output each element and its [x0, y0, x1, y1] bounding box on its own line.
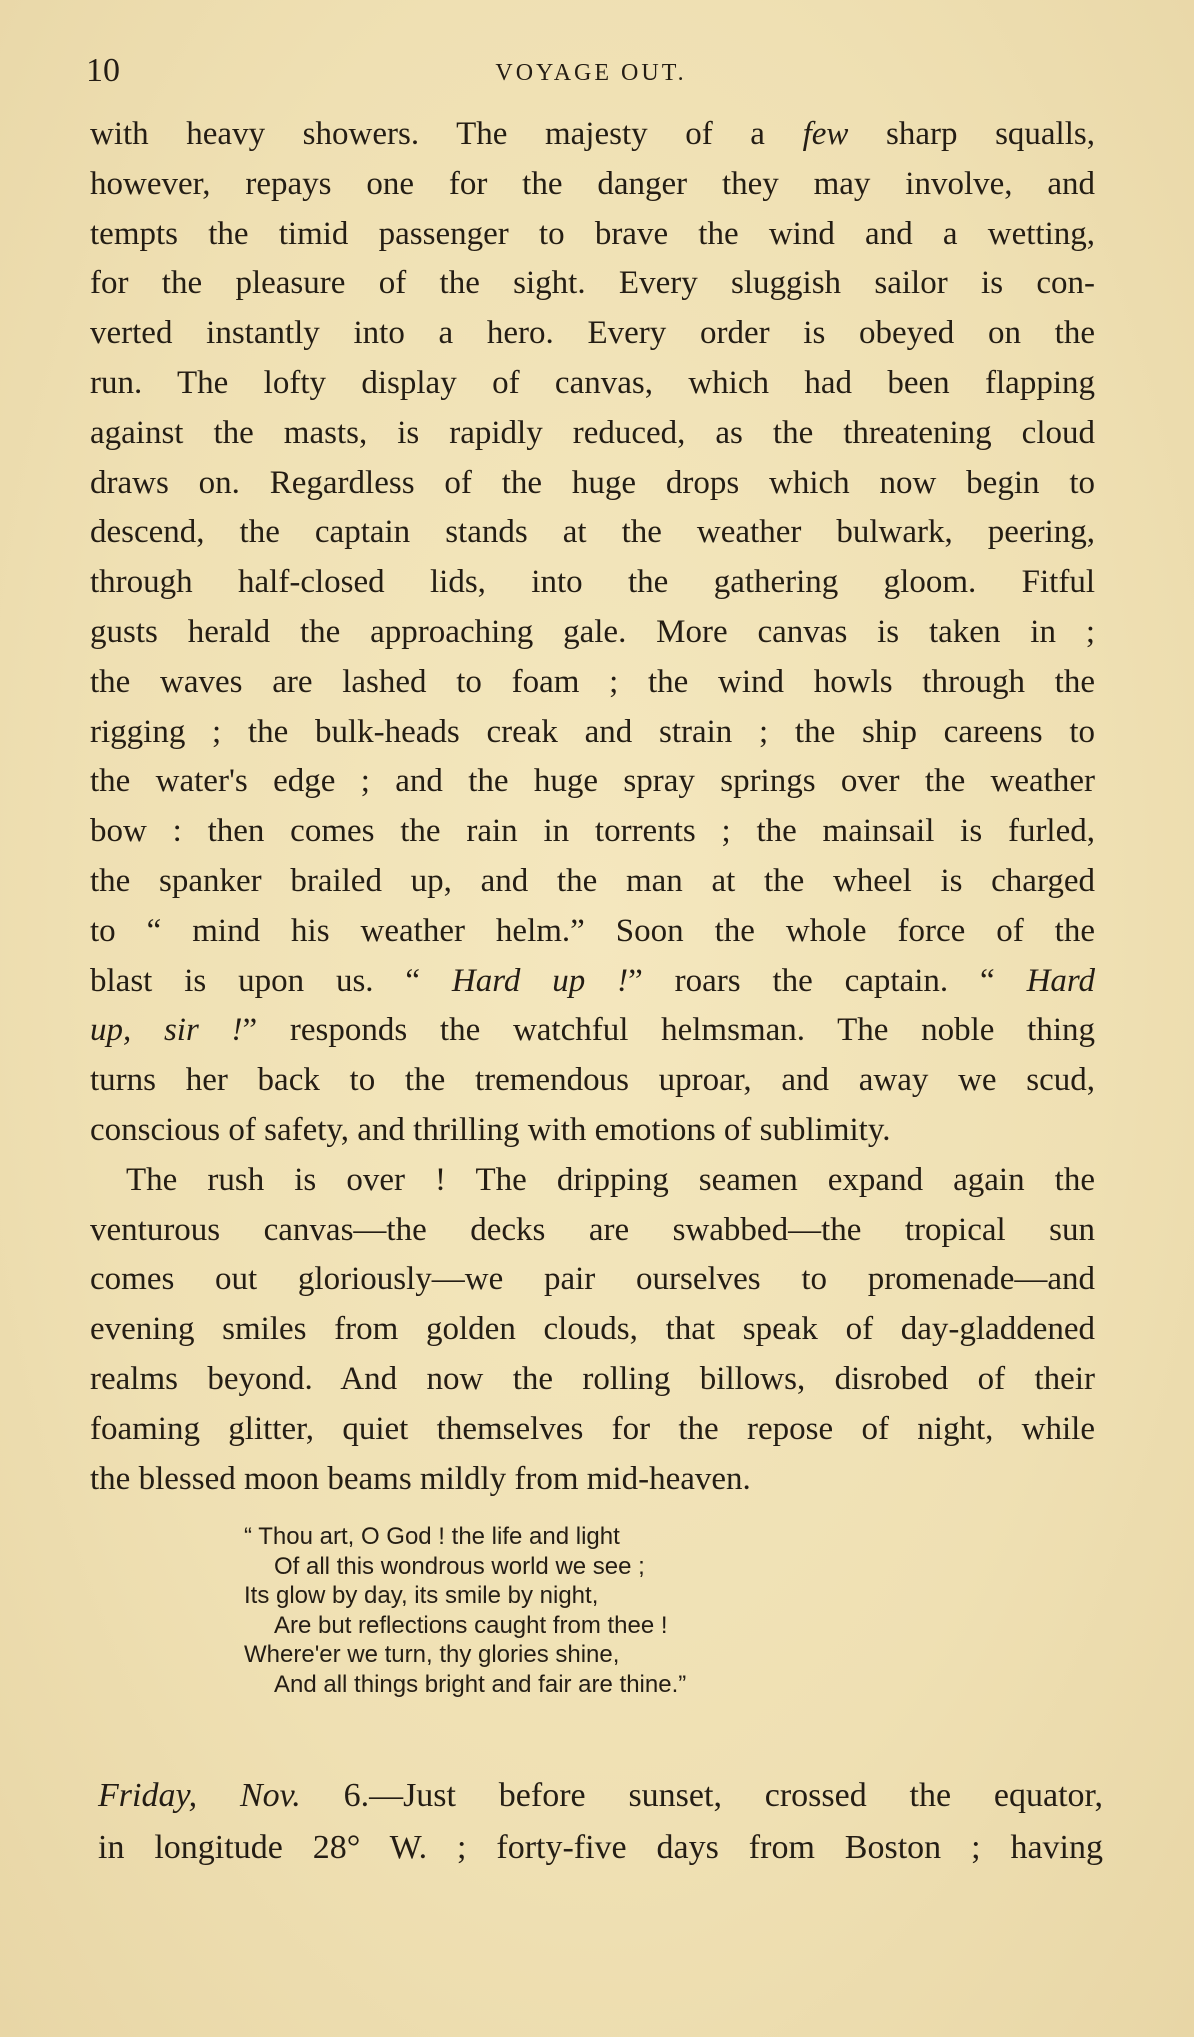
- text-line: [90, 409, 1095, 459]
- page-header: [86, 52, 1096, 92]
- text-span: however, repays one for the danger they may involve, and: [90, 165, 1095, 202]
- text-span: with heavy showers. The majesty of a: [90, 116, 803, 152]
- text-line: [90, 259, 1095, 309]
- text-span: against the masts, is rapidly reduced, as the threatening cloud: [90, 414, 1095, 451]
- text-line: [90, 309, 1095, 359]
- text-line: evening smiles from golden clouds, that speak of day-gladdened: [90, 1311, 1095, 1348]
- text-line: the blessed moon beams mildly from mid-heaven.: [90, 1460, 751, 1497]
- text-line: [90, 110, 1095, 160]
- text-line: [90, 658, 1095, 708]
- text-line: [90, 160, 1095, 210]
- poem-quotation: [244, 1522, 864, 1699]
- text-line: The rush is over ! The dripping seamen expand again the: [126, 1161, 1095, 1198]
- italic-text: up, sir !: [90, 1012, 243, 1049]
- text-line: [90, 508, 1095, 558]
- text-span: bow : then comes the rain in torrents ; the mainsail is furled,: [90, 813, 1095, 850]
- text-line: venturous canvas—the decks are swabbed—the tropical sun: [90, 1211, 1095, 1248]
- text-span: sharp squalls,: [848, 116, 1095, 152]
- text-span: the water's edge ; and the huge spray springs over the weather: [90, 763, 1095, 800]
- poem-line: And all things bright and fair are thine.”: [274, 1670, 687, 1698]
- text-line: [90, 807, 1095, 857]
- poem-line: “ Thou art, O God ! the life and light: [244, 1523, 620, 1550]
- text-line: [90, 359, 1095, 409]
- text-line: [90, 1106, 1095, 1156]
- text-span: ” roars the captain. “: [628, 962, 1027, 999]
- entry-line-1-text: 6.—Just before sunset, crossed the equator,: [300, 1777, 1104, 1814]
- italic-text: Hard up !: [451, 962, 629, 999]
- text-line: comes out gloriously—we pair ourselves to promenade—and: [90, 1261, 1095, 1298]
- text-span: draws on. Regardless of the huge drops which now begin to: [90, 464, 1095, 501]
- body-text: [90, 110, 1095, 1504]
- text-line: [90, 1006, 1095, 1056]
- poem-line: Its glow by day, its smile by night,: [244, 1582, 599, 1609]
- text-line: foaming glitter, quiet themselves for the repose of night, while: [90, 1410, 1095, 1447]
- text-span: gusts herald the approaching gale. More canvas is taken in ;: [90, 613, 1095, 650]
- poem-line: Of all this wondrous world we see ;: [274, 1552, 645, 1580]
- text-line: [90, 757, 1095, 807]
- text-span: turns her back to the tremendous uproar, and away we scud,: [90, 1062, 1095, 1099]
- text-line: [90, 857, 1095, 907]
- text-line: [90, 459, 1095, 509]
- text-span: descend, the captain stands at the weather bulwark, peering,: [90, 514, 1095, 551]
- entry-line-1: [98, 1770, 1103, 1822]
- text-line: [90, 957, 1095, 1007]
- poem-line: Are but reflections caught from thee !: [274, 1611, 668, 1639]
- running-head: VOYAGE OUT.: [495, 60, 687, 86]
- text-line: [90, 907, 1095, 957]
- text-span: the waves are lashed to foam ; the wind howls through the: [90, 663, 1095, 700]
- entry-line-2: in longitude 28° W. ; forty-five days from Boston ; having: [98, 1829, 1103, 1866]
- poem-line: Where'er we turn, thy glories shine,: [244, 1641, 620, 1668]
- text-line: [90, 558, 1095, 608]
- italic-text: Hard: [1026, 962, 1096, 999]
- text-span: conscious of safety, and thrilling with emotions of sublimity.: [90, 1111, 891, 1148]
- entry-day: Friday,: [98, 1777, 198, 1814]
- text-span: the spanker brailed up, and the man at the wheel is charged: [90, 862, 1095, 899]
- paragraph-1: [90, 110, 1095, 1156]
- text-span: through half-closed lids, into the gathering gloom. Fitful: [90, 564, 1095, 601]
- page-number: 10: [86, 52, 120, 89]
- text-span: to “ mind his weather helm.” Soon the whole force of the: [90, 912, 1095, 949]
- journal-entry: [98, 1770, 1103, 1874]
- paragraph-2: [90, 1156, 1095, 1505]
- text-span: rigging ; the bulk-heads creak and strain ; the ship careens to: [90, 713, 1095, 750]
- entry-date: Nov.: [240, 1777, 301, 1814]
- text-span: blast is upon us. “: [90, 962, 452, 999]
- text-line: realms beyond. And now the rolling billows, disrobed of their: [90, 1360, 1095, 1397]
- text-line: [90, 1056, 1095, 1106]
- text-span: verted instantly into a hero. Every order is obeyed on the: [90, 315, 1095, 352]
- text-span: tempts the timid passenger to brave the wind and a wetting,: [90, 215, 1095, 252]
- italic-text: few: [802, 116, 849, 152]
- text-span: ” responds the watchful helmsman. The noble thing: [242, 1012, 1096, 1049]
- text-line: [90, 608, 1095, 658]
- text-span: run. The lofty display of canvas, which had been flapping: [90, 364, 1095, 401]
- text-line: [90, 708, 1095, 758]
- text-span: for the pleasure of the sight. Every sluggish sailor is con-: [90, 265, 1095, 302]
- text-line: [90, 210, 1095, 260]
